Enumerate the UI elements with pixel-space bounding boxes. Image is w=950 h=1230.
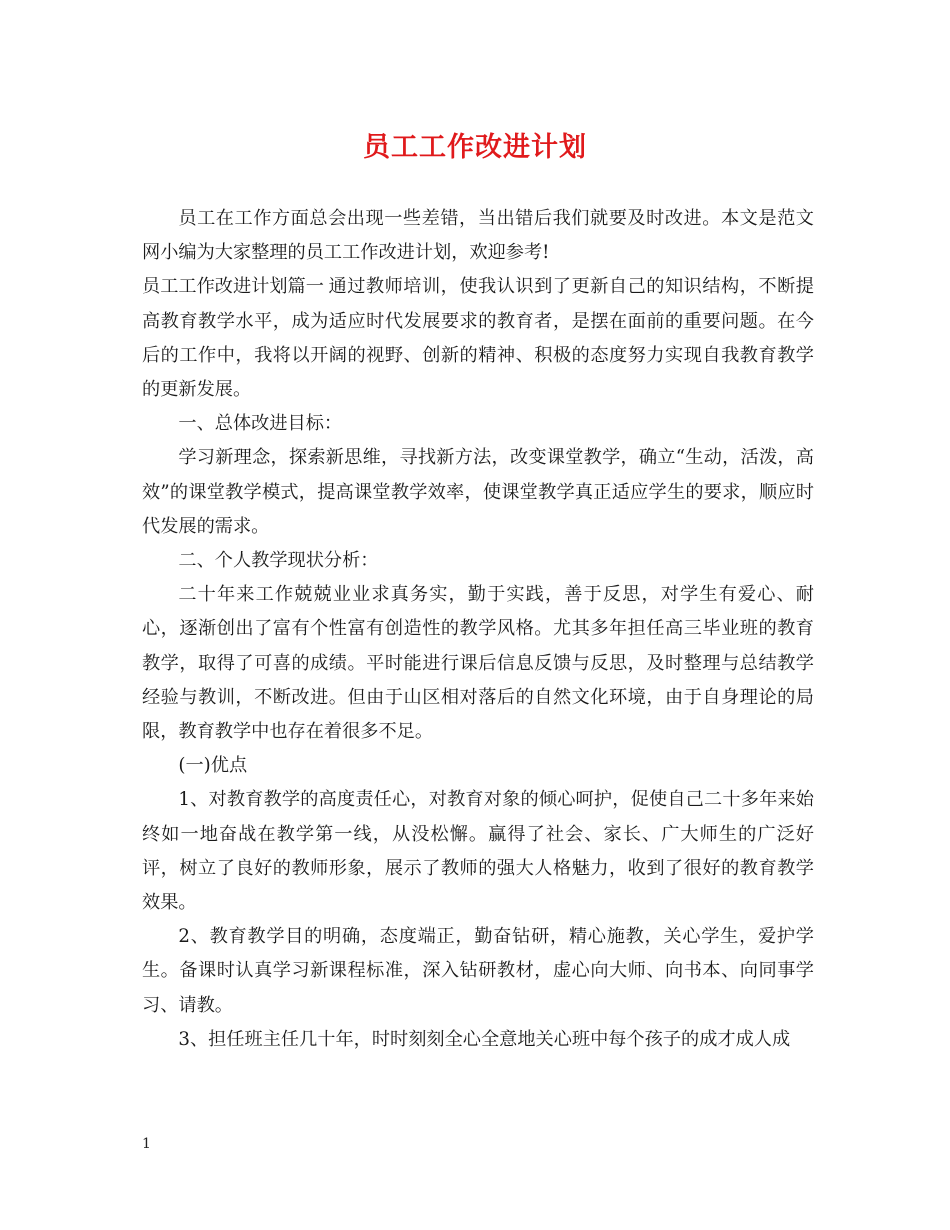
intro-paragraph: 员工在工作方面总会出现一些差错，当出错后我们就要及时改进。本文是范文网小编为大家整理的员工工作改进计划，欢迎参考! (142, 208, 814, 264)
section-first-paragraph (142, 270, 814, 407)
heading-strengths: (一)优点 (178, 755, 248, 777)
section-heading: 员工工作改进计划篇一 (142, 276, 324, 298)
document-title: 员工工作改进计划 (363, 132, 587, 163)
strength-point-2: 2、教育教学目的明确，态度端正，勤奋钻研，精心施教，关心学生，爱护学生。备课时认真学习新课程标准，深入钻研教材，虚心向大师、向书本、向同事学习、请教。 (142, 926, 814, 1016)
status-paragraph: 二十年来工作兢兢业业求真务实，勤于实践，善于反思，对学生有爱心、耐心，逐渐创出了富有个性富有创造性的教学风格。尤其多年担任高三毕业班的教育教学，取得了可喜的成绩。平时能进行课后信息反馈与反思，及时整理与总结教学经验与教训，不断改进。但由于山区相对落后的自然文化环境，由于自身理论的局限，教育教学中也存在着很多不足。 (142, 584, 814, 743)
goal-paragraph: 学习新理念，探索新思维，寻找新方法，改变课堂教学，确立“生动，活泼，高效”的课堂教学模式，提高课堂教学效率，使课堂教学真正适应学生的要求，顺应时代发展的需求。 (142, 447, 814, 537)
strength-point-3: 3、担任班主任几十年，时时刻刻全心全意地关心班中每个孩子的成才成人成 (178, 1028, 791, 1050)
heading-goals: 一、总体改进目标： (178, 413, 343, 435)
strength-point-1: 1、对教育教学的高度责任心，对教育对象的倾心呵护，促使自己二十多年来始终如一地奋战在教学第一线，从没松懈。赢得了社会、家长、广大师生的广泛好评，树立了良好的教师形象，展示了教师的强大人格魅力，收到了很好的教育教学效果。 (142, 789, 814, 914)
heading-status: 二、个人教学现状分析： (178, 550, 379, 572)
page-number: 1 (142, 1136, 151, 1152)
section-first-text: 通过教师培训，使我认识到了更新自己的知识结构，不断提高教育教学水平，成为适应时代发展要求的教育者，是摆在面前的重要问题。在今后的工作中，我将以开阔的视野、创新的精神、积极的态度努力实现自我教育教学的更新发展。 (142, 276, 814, 401)
document-body (142, 202, 814, 1057)
